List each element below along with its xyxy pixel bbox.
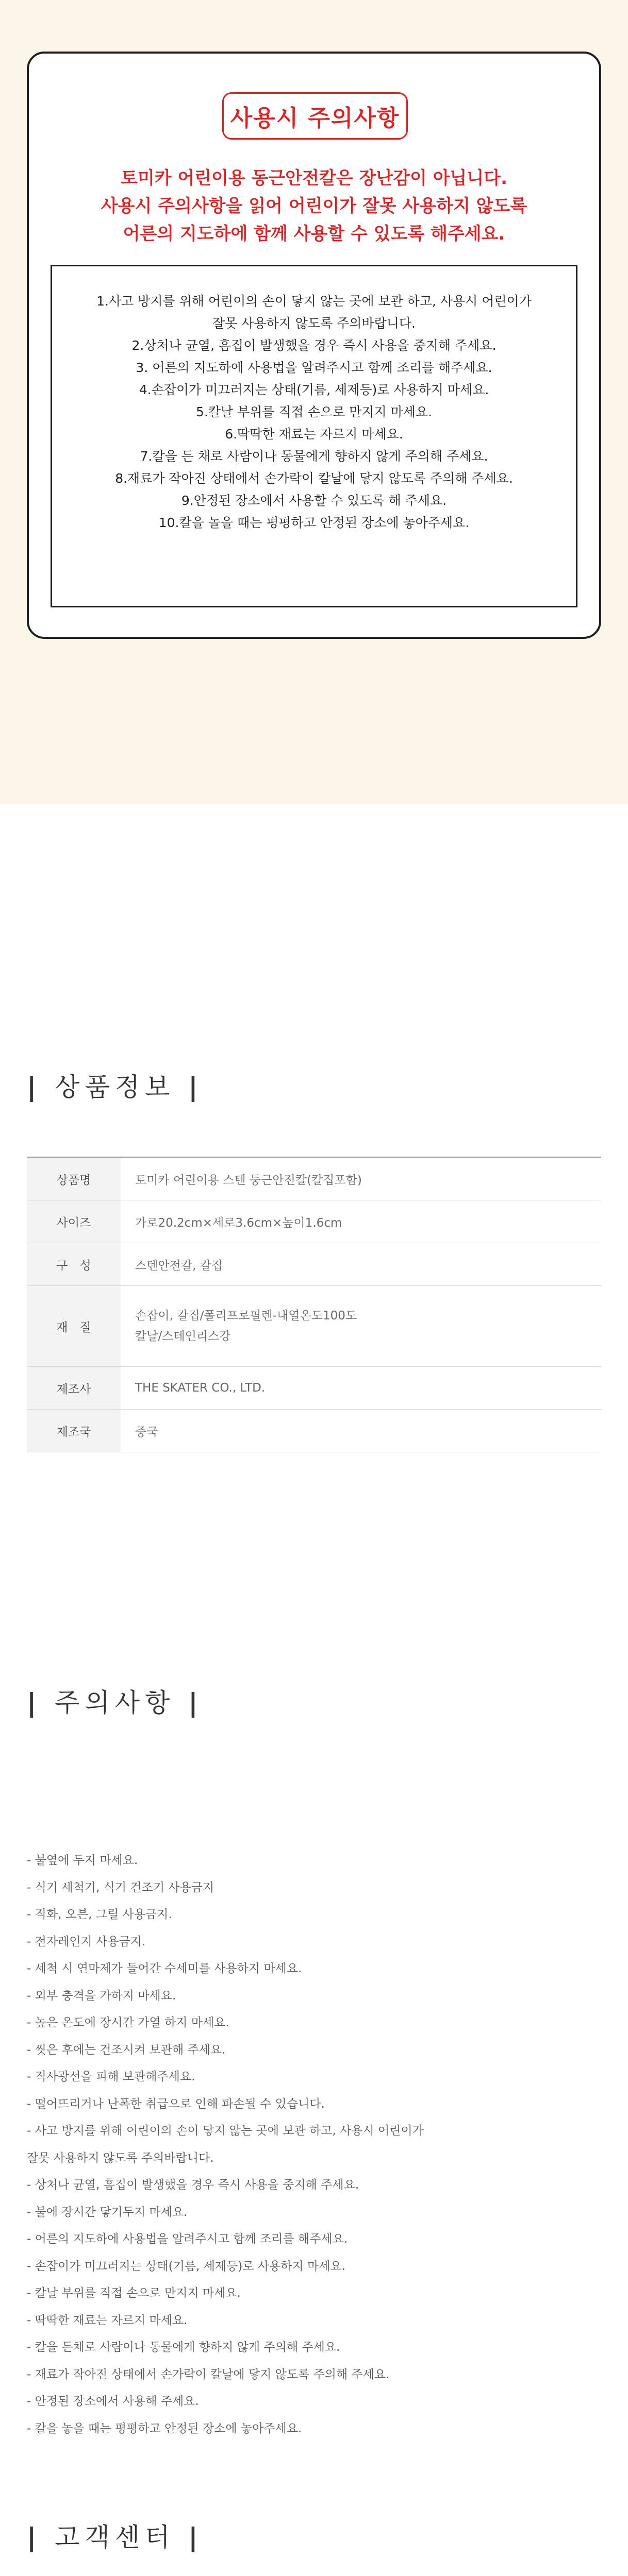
caution-line: - 높은 온도에 장시간 가열 하지 마세요.: [27, 2016, 229, 2029]
caution-line: - 직화, 오븐, 그릴 사용금지.: [27, 1908, 172, 1921]
heading-bar: |: [188, 1072, 203, 1102]
caution-line: - 외부 충격을 가하지 마세요.: [27, 1989, 176, 2003]
caution-banner: [0, 0, 628, 804]
row-value: THE SKATER CO., LTD.: [121, 1367, 601, 1410]
row-label: 상품명: [27, 1157, 121, 1200]
caution-line: - 손잡이가 미끄러지는 상태(기름, 세제등)로 사용하지 마세요.: [27, 2259, 345, 2273]
table-row: [27, 1367, 601, 1410]
caution-list-box: [51, 265, 577, 607]
row-label: 사이즈: [27, 1200, 121, 1243]
caution-line: - 세척 시 연마제가 들어간 수세미를 사용하지 마세요.: [27, 1962, 302, 1975]
caution-item: 4.손잡이가 미끄러지는 상태(기름, 세제등)로 사용하지 마세요.: [139, 382, 489, 397]
caution-item: 7.칼을 든 채로 사람이나 동물에게 향하지 않게 주의해 주세요.: [140, 449, 488, 464]
caution-line: 잘못 사용하지 않도록 주의바랍니다.: [27, 2151, 214, 2165]
caution-title: 사용시 주의사항: [230, 105, 400, 131]
table-row: [27, 1286, 601, 1367]
caution-item: 2.상처나 균열, 흠집이 발생했을 경우 즉시 사용을 중지해 주세요.: [131, 338, 497, 353]
caution-line: - 떨어뜨리거나 난폭한 취급으로 인해 파손될 수 있습니다.: [27, 2097, 325, 2111]
material-line: 손잡이, 칼집/폴리프로필렌-내열온도100도: [135, 1309, 357, 1323]
caution-item: 잘못 사용하지 않도록 주의바랍니다.: [212, 316, 416, 331]
caution-line: - 칼을 든채로 사람이나 동물에게 향하지 않게 주의해 주세요.: [27, 2341, 340, 2354]
caution-item: 8.재료가 작아진 상태에서 손가락이 칼날에 닿지 않도록 주의해 주세요.: [115, 471, 513, 486]
caution-title-box: [222, 92, 408, 140]
caution-line: - 칼날 부위를 직접 손으로 만지지 마세요.: [27, 2286, 241, 2300]
row-value: 중국: [121, 1410, 601, 1452]
row-label: 제조국: [27, 1410, 121, 1452]
caution-item: 3. 어른의 지도하에 사용법을 알려주시고 함께 조리를 해주세요.: [136, 360, 492, 375]
caution-line: - 사고 방지를 위해 어린이의 손이 닿지 않는 곳에 보관 하고, 사용시 어린이가: [27, 2124, 424, 2138]
caution-line: - 불에 장시간 닿기두지 마세요.: [27, 2205, 188, 2219]
caution-card: [27, 52, 601, 639]
row-value: 가로20.2cm×세로3.6cm×높이1.6cm: [121, 1200, 601, 1243]
caution-line: - 안정된 장소에서 사용해 주세요.: [27, 2395, 199, 2408]
heading-bar: |: [188, 1688, 203, 1718]
caution-item: 5.칼날 부위를 직접 손으로 만지지 마세요.: [196, 404, 432, 419]
heading-bar: |: [27, 1688, 42, 1718]
row-label: 제조사: [27, 1367, 121, 1410]
heading-bar: |: [188, 2522, 203, 2552]
caution-line: - 식기 세척기, 식기 건조기 사용금지: [27, 1880, 214, 1894]
heading-bar: |: [27, 2522, 42, 2552]
row-label: 구 성: [27, 1243, 121, 1286]
row-value: 토미카 어린이용 스텐 둥근안전칼(칼집포함): [121, 1157, 601, 1200]
table-row: [27, 1157, 601, 1200]
caution-item: 1.사고 방지를 위해 어린이의 손이 닿지 않는 곳에 보관 하고, 사용시 어린이가: [96, 294, 532, 309]
caution-line: - 전자레인지 사용금지.: [27, 1935, 146, 1948]
caution-line: - 불옆에 두지 마세요.: [27, 1854, 138, 1867]
table-row: [27, 1200, 601, 1243]
warning-line: 어른의 지도하에 함께 사용할 수 있도록 해주세요.: [123, 224, 505, 244]
row-label: 재 질: [27, 1286, 121, 1367]
product-info-heading: [27, 1066, 203, 1104]
table-row: [27, 1243, 601, 1286]
warning-line: 토미카 어린이용 동근안전칼은 장난감이 아닙니다.: [121, 168, 507, 189]
caution-line: - 어른의 지도하에 사용법을 알려주시고 함께 조리를 해주세요.: [27, 2232, 348, 2246]
caution-item: 10.칼을 놀을 때는 평평하고 안정된 장소에 놓아주세요.: [158, 515, 470, 530]
caution-line: - 상처나 균열, 흠집이 발생했을 경우 즉시 사용을 중지해 주세요.: [27, 2178, 359, 2192]
material-line: 칼날/스테인리스강: [135, 1330, 231, 1343]
table-row: [27, 1410, 601, 1452]
customer-center-title: 고객센터: [55, 2522, 175, 2552]
caution-section-heading: [27, 1682, 203, 1719]
row-value: [121, 1286, 601, 1367]
row-value: 스텐안전칼, 칼집: [121, 1243, 601, 1286]
caution-line: - 칼을 놓을 때는 평평하고 안정된 장소에 놓아주세요.: [27, 2421, 302, 2435]
product-info-table: [27, 1157, 601, 1452]
caution-text-list: [27, 1847, 601, 2442]
warning-line: 사용시 주의사항을 읽어 어린이가 잘못 사용하지 않도록: [101, 196, 527, 216]
caution-line: - 딱딱한 재료는 자르지 마세요.: [27, 2313, 188, 2327]
caution-item: 9.안정된 장소에서 사용할 수 있도록 해 주세요.: [181, 493, 447, 508]
heading-bar: |: [27, 1072, 42, 1102]
caution-section-title: 주의사항: [55, 1688, 175, 1718]
customer-center-heading: [27, 2517, 203, 2554]
caution-line: - 직사광선을 피해 보관해주세요.: [27, 2070, 195, 2083]
caution-warnings: [29, 164, 599, 248]
caution-line: - 재료가 작아진 상태에서 손가락이 칼날에 닿지 않도록 주의해 주세요.: [27, 2367, 390, 2381]
product-info-title: 상품정보: [55, 1072, 175, 1102]
caution-line: - 씻은 후에는 건조시켜 보관해 주세요.: [27, 2043, 226, 2057]
caution-item: 6.딱딱한 재료는 자르지 마세요.: [225, 427, 403, 442]
